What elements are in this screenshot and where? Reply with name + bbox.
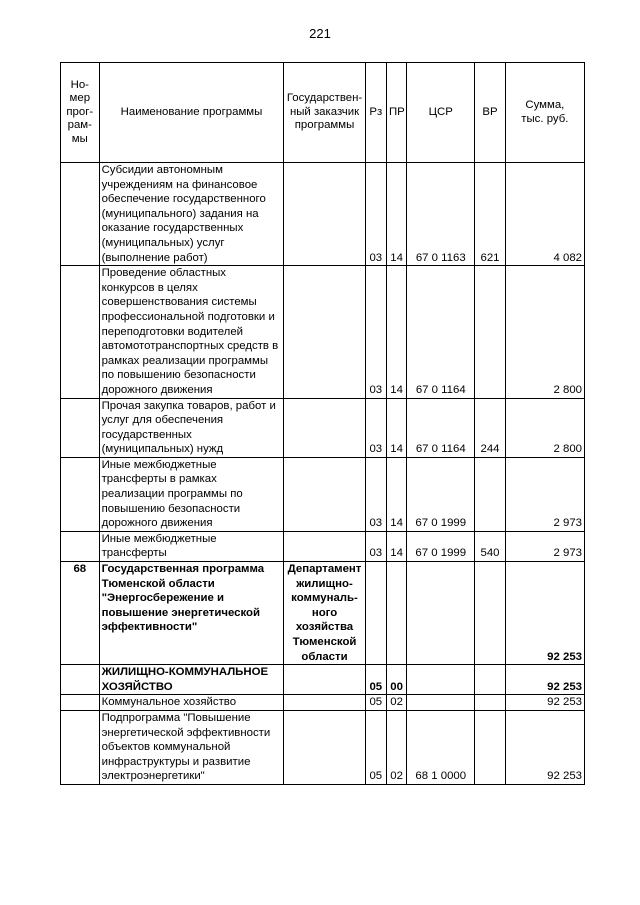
row-csr bbox=[407, 562, 475, 665]
table-row bbox=[61, 457, 585, 531]
row-pr: 02 bbox=[386, 695, 406, 711]
row-number bbox=[61, 695, 100, 711]
row-pr: 00 bbox=[386, 665, 406, 695]
row-rz: 03 bbox=[365, 531, 386, 561]
row-customer bbox=[284, 266, 365, 398]
row-pr: 14 bbox=[386, 266, 406, 398]
row-pr: 14 bbox=[386, 163, 406, 266]
table-row bbox=[61, 562, 585, 665]
row-number bbox=[61, 266, 100, 398]
row-csr: 67 0 1999 bbox=[407, 531, 475, 561]
row-vr bbox=[475, 562, 505, 665]
row-name: Иные межбюджетные трансферты в рамках реализации программы по повышению безопасности дорожного движения bbox=[99, 457, 284, 531]
row-csr bbox=[407, 665, 475, 695]
row-customer bbox=[284, 710, 365, 784]
row-vr: 244 bbox=[475, 398, 505, 457]
header-sum: Сумма, тыс. руб. bbox=[505, 63, 584, 163]
budget-table bbox=[60, 62, 585, 785]
row-customer bbox=[284, 457, 365, 531]
row-number bbox=[61, 457, 100, 531]
row-csr: 67 0 1999 bbox=[407, 457, 475, 531]
row-customer bbox=[284, 163, 365, 266]
row-customer: Департамент жилищно-коммуналь-ного хозяйства Тюменской области bbox=[284, 562, 365, 665]
header-csr: ЦСР bbox=[407, 63, 475, 163]
row-vr bbox=[475, 266, 505, 398]
row-name: Субсидии автономным учреждениям на финансовое обеспечение государственного (муниципального) задания на оказание государственных (муниципальных) услуг (выполнение работ) bbox=[99, 163, 284, 266]
row-sum: 92 253 bbox=[505, 695, 584, 711]
row-rz: 03 bbox=[365, 163, 386, 266]
row-customer bbox=[284, 531, 365, 561]
table-row bbox=[61, 163, 585, 266]
header-number: Но- мер прог- рам- мы bbox=[61, 63, 100, 163]
row-rz: 05 bbox=[365, 710, 386, 784]
row-vr: 621 bbox=[475, 163, 505, 266]
row-csr: 67 0 1164 bbox=[407, 266, 475, 398]
row-sum: 2 800 bbox=[505, 398, 584, 457]
row-sum: 92 253 bbox=[505, 710, 584, 784]
row-vr: 540 bbox=[475, 531, 505, 561]
header-pr: ПР bbox=[386, 63, 406, 163]
row-customer bbox=[284, 695, 365, 711]
row-vr bbox=[475, 457, 505, 531]
header-name: Наименование программы bbox=[99, 63, 284, 163]
table-header-row bbox=[61, 63, 585, 163]
header-vr: ВР bbox=[475, 63, 505, 163]
row-rz: 03 bbox=[365, 266, 386, 398]
row-pr: 14 bbox=[386, 531, 406, 561]
row-customer bbox=[284, 398, 365, 457]
row-pr: 14 bbox=[386, 398, 406, 457]
page-number: 221 bbox=[309, 26, 331, 41]
row-pr: 02 bbox=[386, 710, 406, 784]
row-rz: 03 bbox=[365, 398, 386, 457]
row-number bbox=[61, 398, 100, 457]
row-number bbox=[61, 531, 100, 561]
row-number: 68 bbox=[61, 562, 100, 665]
row-csr: 67 0 1164 bbox=[407, 398, 475, 457]
row-sum: 92 253 bbox=[505, 562, 584, 665]
table-row bbox=[61, 710, 585, 784]
row-pr: 14 bbox=[386, 457, 406, 531]
row-name: ЖИЛИЩНО-КОММУНАЛЬНОЕ ХОЗЯЙСТВО bbox=[99, 665, 284, 695]
row-vr bbox=[475, 695, 505, 711]
row-csr bbox=[407, 695, 475, 711]
row-rz: 05 bbox=[365, 695, 386, 711]
header-rz: Рз bbox=[365, 63, 386, 163]
row-csr: 67 0 1163 bbox=[407, 163, 475, 266]
row-sum: 2 973 bbox=[505, 457, 584, 531]
row-name: Государственная программа Тюменской области "Энергосбережение и повышение энергетической эффективности" bbox=[99, 562, 284, 665]
row-name: Прочая закупка товаров, работ и услуг для обеспечения государственных (муниципальных) нужд bbox=[99, 398, 284, 457]
row-sum: 2 973 bbox=[505, 531, 584, 561]
row-number bbox=[61, 163, 100, 266]
row-vr bbox=[475, 710, 505, 784]
row-number bbox=[61, 665, 100, 695]
row-customer bbox=[284, 665, 365, 695]
row-name: Проведение областных конкурсов в целях совершенствования системы профессиональной подготовки и переподготовки водителей автомототранспортных средств в рамках реализации программы по повышению безопасности дорожного движения bbox=[99, 266, 284, 398]
row-rz: 05 bbox=[365, 665, 386, 695]
row-sum: 2 800 bbox=[505, 266, 584, 398]
table-row bbox=[61, 398, 585, 457]
row-csr: 68 1 0000 bbox=[407, 710, 475, 784]
table-row bbox=[61, 266, 585, 398]
row-vr bbox=[475, 665, 505, 695]
row-sum: 92 253 bbox=[505, 665, 584, 695]
row-rz: 03 bbox=[365, 457, 386, 531]
row-rz bbox=[365, 562, 386, 665]
header-customer: Государствен- ный заказчик программы bbox=[284, 63, 365, 163]
row-number bbox=[61, 710, 100, 784]
row-pr bbox=[386, 562, 406, 665]
row-sum: 4 082 bbox=[505, 163, 584, 266]
table-row bbox=[61, 665, 585, 695]
table-row bbox=[61, 531, 585, 561]
table-row bbox=[61, 695, 585, 711]
row-name: Иные межбюджетные трансферты bbox=[99, 531, 284, 561]
row-name: Подпрограмма "Повышение энергетической эффективности объектов коммунальной инфраструктуры и развитие электроэнергетики" bbox=[99, 710, 284, 784]
row-name: Коммунальное хозяйство bbox=[99, 695, 284, 711]
